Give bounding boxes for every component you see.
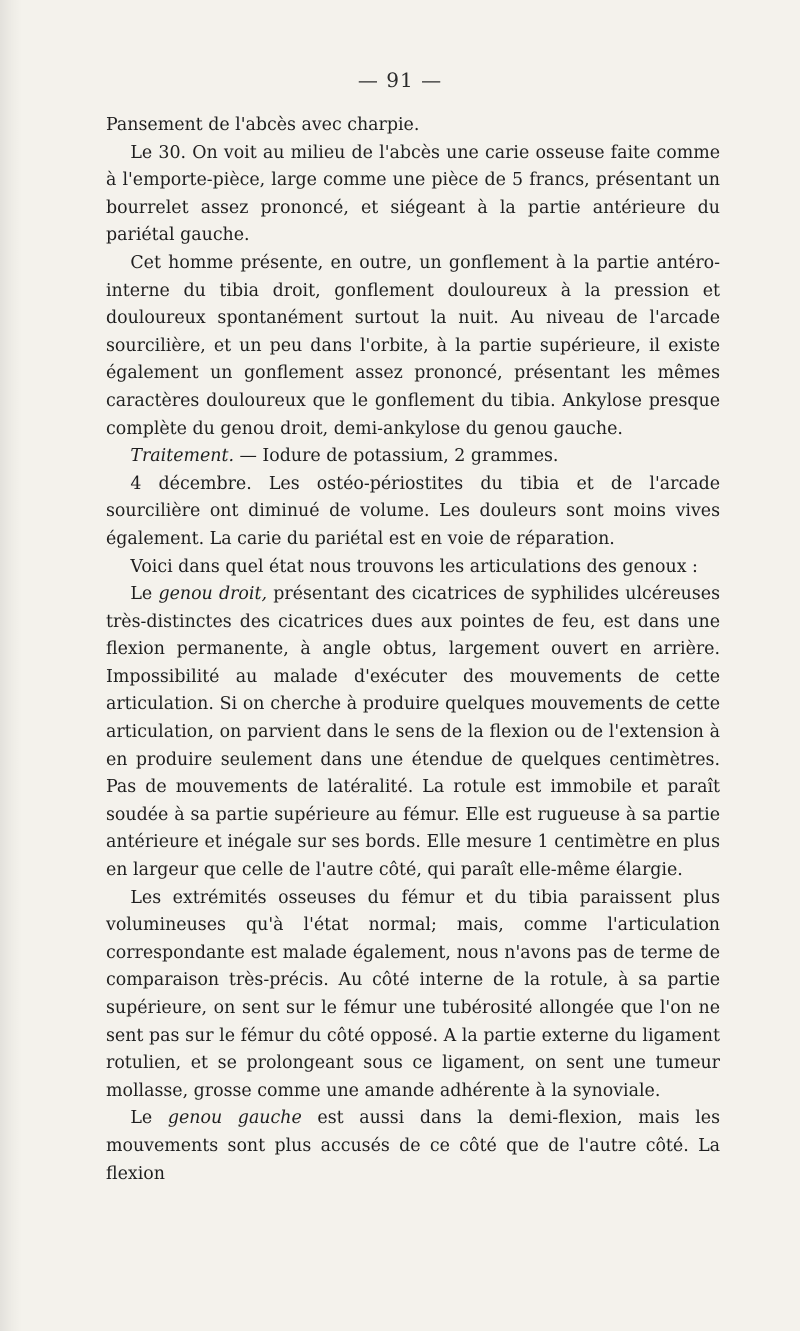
paragraph [106, 554, 720, 582]
paragraph [106, 140, 720, 250]
paragraph-text-pre: Le [130, 1108, 168, 1129]
run-in-heading: Traitement. [130, 446, 234, 467]
paragraph [106, 885, 720, 1106]
paragraph-genou-gauche [106, 1105, 720, 1188]
paragraph-text: présentant des cicatrices de syphilides ulcéreuses très-distinctes des cicatrices dues aux pointes de feu, est dans une flexion permanente, à angle obtus, largement ouvert en arrière. Impossibilité au malade d'exécuter des mouvements de cette articulation. Si on cherche à produire quelques mouvements de cette articulation, on parvient dans le sens de la flexion ou de l'extension à en produire seulement dans une étendue de quelques centimètres. Pas de mouvements de latéralité. La rotule est immobile et paraît soudée à sa partie supérieure au fémur. Elle est rugueuse à sa partie antérieure et inégale sur ses bords. Elle mesure 1 centimètre en plus en largeur que celle de l'autre côté, qui paraît elle-même élargie. [106, 584, 720, 881]
emphasis-genou-droit: genou droit, [158, 584, 267, 605]
paragraph-genou-droit [106, 581, 720, 885]
paragraph [106, 250, 720, 443]
paragraph [106, 112, 720, 140]
paragraph-text: Les extrémités osseuses du fémur et du tibia paraissent plus volumineuses qu'à l'état normal; mais, comme l'articulation correspondante est malade également, nous n'avons pas de terme de comparaison très-précis. Au côté interne de la rotule, à sa partie supérieure, on sent sur le fémur une tubérosité allongée que l'on ne sent pas sur le fémur du côté opposé. A la partie externe du ligament rotulien, et se prolongeant sous ce ligament, on sent une tumeur mollasse, grosse comme une amande adhérente à la synoviale. [106, 887, 720, 1101]
emphasis-genou-gauche: genou gauche [167, 1108, 302, 1129]
paragraph-text: 4 décembre. Les ostéo-périostites du tibia et de l'arcade sourcilière ont diminué de volume. Les douleurs sont moins vives également. La carie du pariétal est en voie de réparation. [106, 473, 720, 549]
paragraph-text: Pansement de l'abcès avec charpie. [106, 115, 420, 135]
body-text [106, 112, 720, 1188]
paragraph-text: — Iodure de potassium, 2 grammes. [233, 446, 559, 467]
paragraph-traitement [106, 443, 720, 471]
paragraph-text: est aussi dans la demi-flexion, mais les mouvements sont plus accusés de ce côté que de l'autre côté. La flexion [106, 1108, 720, 1184]
page-number: — 91 — [357, 68, 443, 92]
paragraph-text-pre: Le [130, 584, 159, 605]
paragraph-text: Voici dans quel état nous trouvons les articulations des genoux : [130, 556, 698, 577]
paragraph-text: Le 30. On voit au milieu de l'abcès une carie osseuse faite comme à l'emporte-pièce, large comme une pièce de 5 francs, présentant un bourrelet assez prononcé, et siégeant à la partie antérieure du pariétal gauche. [106, 142, 720, 246]
paragraph-text: Cet homme présente, en outre, un gonflement à la partie antéro-interne du tibia droit, gonflement douloureux à la pression et douloureux spontanément surtout la nuit. Au niveau de l'arcade sourcilière, et un peu dans l'orbite, à la partie supérieure, il existe également un gonflement assez prononcé, présentant les mêmes caractères douloureux que le gonflement du tibia. Ankylose presque complète du genou droit, demi-ankylose du genou gauche. [106, 252, 720, 439]
paragraph [106, 471, 720, 554]
binding-shadow [0, 0, 22, 1331]
